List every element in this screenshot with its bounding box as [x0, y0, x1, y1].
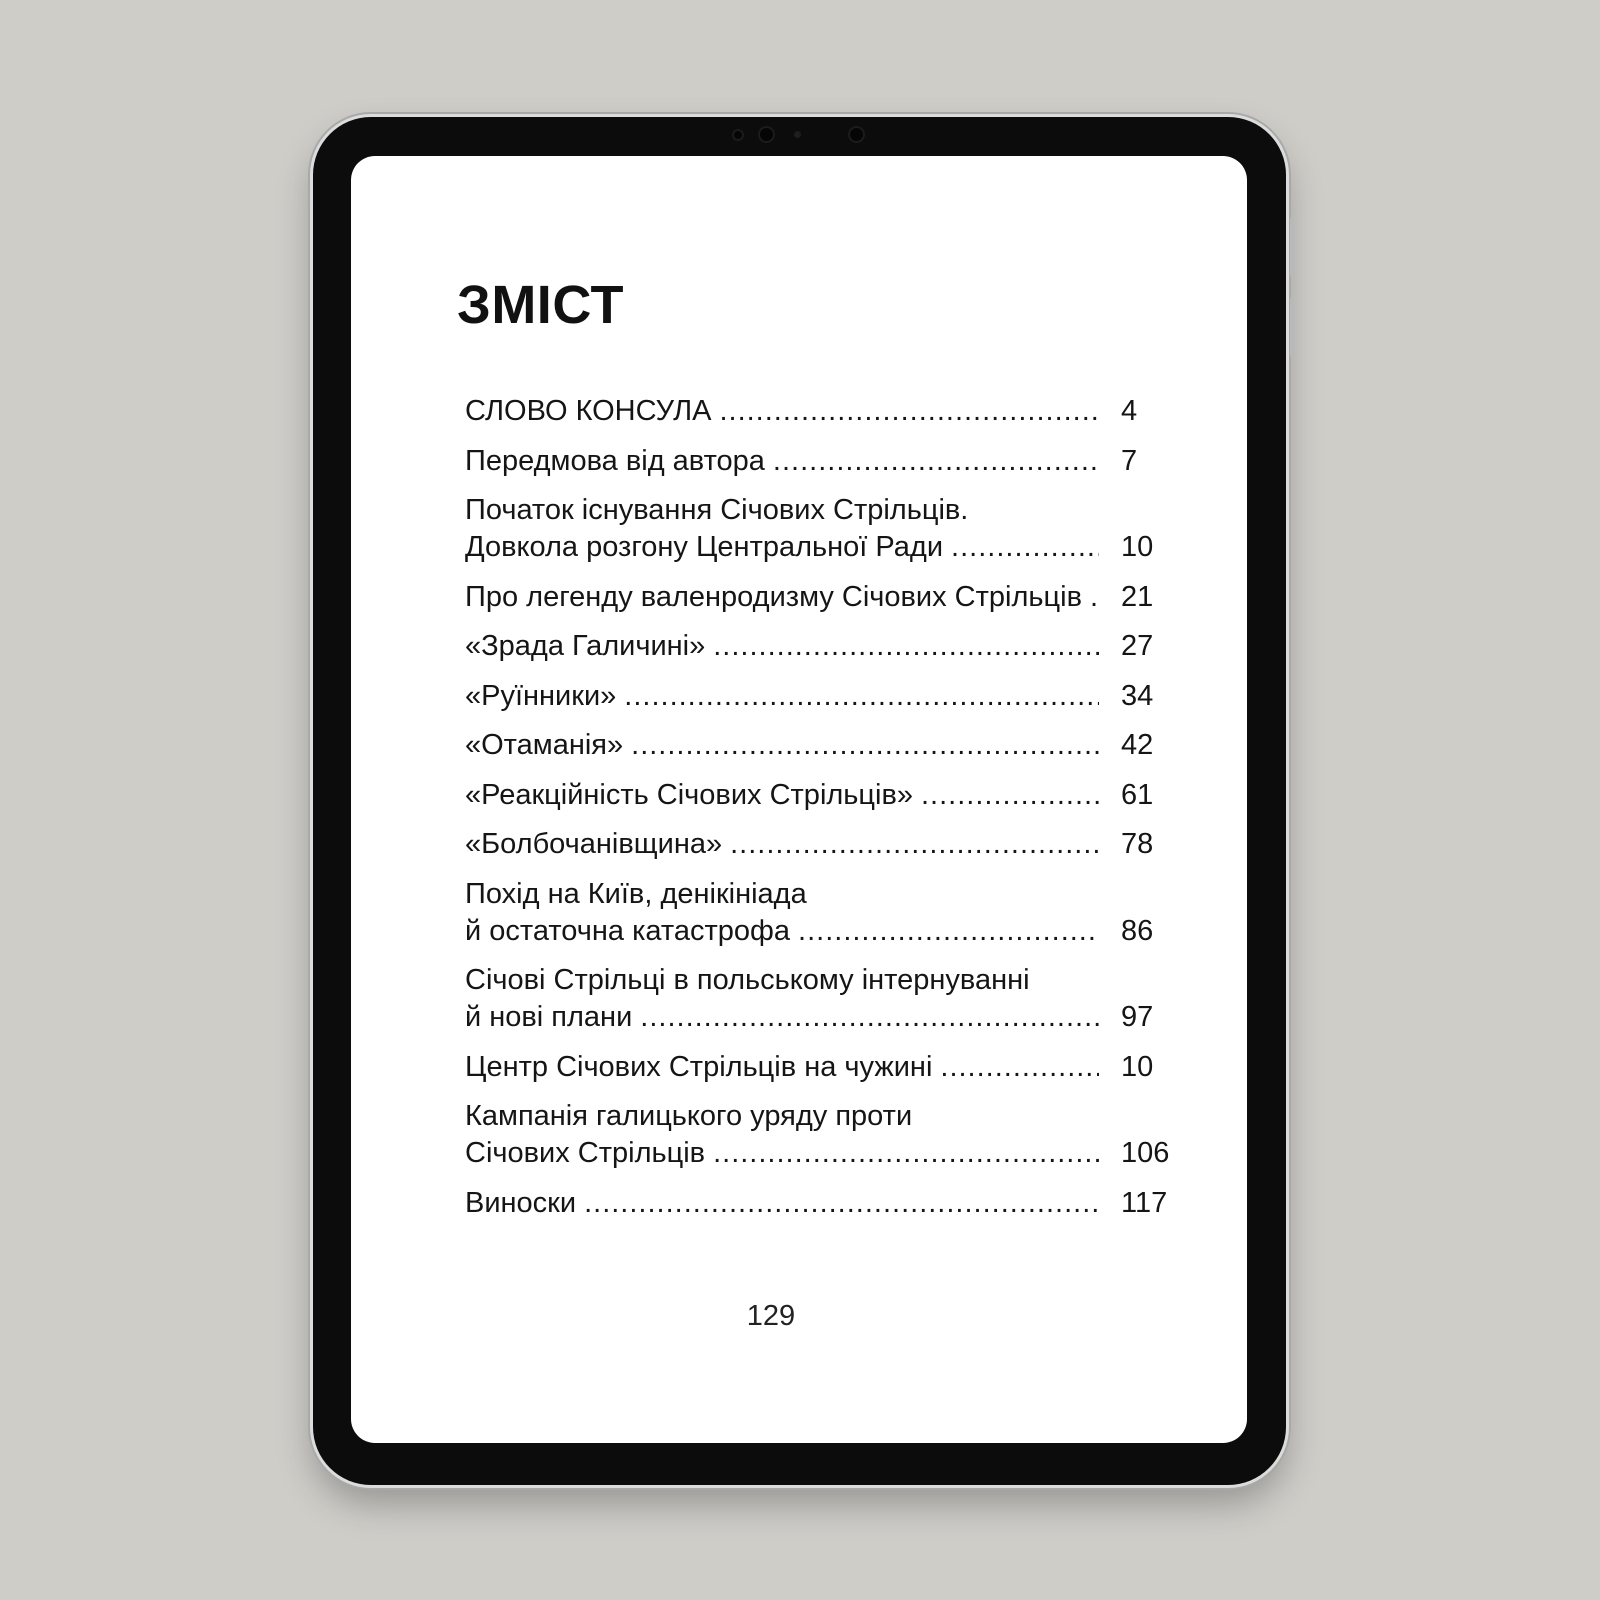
toc-entry[interactable]	[465, 628, 1175, 665]
toc-entry-title	[465, 777, 1105, 814]
dot-leader	[719, 393, 1099, 430]
toc-entry-line: «Руїнники»	[465, 679, 617, 712]
toc-entry-page: 61	[1121, 778, 1154, 811]
dot-leader	[631, 727, 1099, 764]
camera-icon	[758, 126, 775, 143]
toc-entry-line: СЛОВО КОНСУЛА	[465, 395, 712, 427]
toc-entry-title	[465, 579, 1105, 616]
toc-entry[interactable]	[465, 443, 1175, 480]
toc-entry-page: 27	[1121, 630, 1154, 662]
toc-entry-page: 4	[1121, 395, 1138, 427]
page-number: 129	[746, 1300, 796, 1332]
toc-entry-title	[465, 1185, 1105, 1222]
toc-entry[interactable]	[465, 579, 1175, 616]
toc-entry[interactable]	[465, 777, 1175, 814]
toc-entry-title	[465, 492, 1105, 566]
dot-leader	[921, 777, 1099, 814]
toc-entry-page: 10	[1121, 531, 1154, 563]
toc-entry-line: Про легенду валенродизму Січових Стрільців	[465, 580, 1082, 613]
toc-entry-line: «Болбочанівщина»	[465, 828, 723, 860]
toc-entry-line: Довкола розгону Центральної Ради	[465, 531, 944, 563]
toc-entry-page: 86	[1121, 914, 1154, 947]
dot-leader	[713, 628, 1099, 665]
sensor-icon	[732, 129, 744, 141]
toc-entry[interactable]	[465, 826, 1175, 863]
toc-entry-line: Передмова від автора	[465, 444, 765, 477]
dot-leader	[951, 529, 1099, 566]
toc-entry-page: 106	[1121, 1137, 1170, 1169]
dot-leader	[713, 1135, 1099, 1172]
page-title: ЗМІСТ	[457, 275, 624, 335]
volume-down-button	[1290, 297, 1295, 357]
toc-entry[interactable]	[465, 876, 1175, 950]
toc-entry[interactable]	[465, 492, 1175, 566]
toc-entry-page: 7	[1121, 444, 1138, 477]
dot-leader	[584, 1185, 1099, 1222]
toc-entry-line: «Отаманія»	[465, 729, 624, 761]
volume-up-button	[1290, 217, 1295, 277]
toc-entry-title	[465, 678, 1105, 715]
toc-entry-title	[465, 1049, 1105, 1086]
toc-entry[interactable]	[465, 1185, 1175, 1222]
toc-entry-title	[465, 826, 1105, 863]
toc-entry-line: Виноски	[465, 1186, 577, 1219]
dot-leader	[940, 1049, 1099, 1086]
toc-entry[interactable]	[465, 1049, 1175, 1086]
toc-entry-line: Центр Січових Стрільців на чужині	[465, 1050, 933, 1083]
dot-leader	[798, 913, 1099, 950]
toc-entry-title	[465, 962, 1105, 1036]
toc-entry[interactable]	[465, 1098, 1175, 1172]
toc-entry-page: 78	[1121, 828, 1154, 860]
toc-entry-title	[465, 727, 1105, 764]
toc-entry-line: «Зрада Галичині»	[465, 630, 706, 662]
toc-entry-line: Січових Стрільців	[465, 1137, 706, 1169]
toc-entry[interactable]	[465, 727, 1175, 764]
toc-entry-page: 97	[1121, 1001, 1154, 1033]
toc-entry-line: «Реакційність Січових Стрільців»	[465, 778, 913, 811]
toc-entry[interactable]	[465, 678, 1175, 715]
toc-entry-title	[465, 628, 1105, 665]
toc-entry-line: й нові плани	[465, 1001, 633, 1033]
camera-bar	[313, 117, 1286, 157]
toc-entry-page: 42	[1121, 729, 1154, 761]
front-camera-icon	[848, 126, 865, 143]
table-of-contents	[465, 393, 1175, 1234]
toc-entry-title	[465, 1098, 1105, 1172]
toc-entry-title	[465, 393, 1105, 430]
toc-entry-line: Початок існування Січових Стрільців.	[465, 494, 969, 526]
toc-entry-page: 21	[1121, 580, 1154, 613]
tablet-device	[313, 117, 1286, 1485]
toc-entry-line: Кампанія галицького уряду проти	[465, 1100, 913, 1132]
toc-entry[interactable]	[465, 962, 1175, 1036]
dot-leader	[730, 826, 1099, 863]
dot-leader	[640, 999, 1099, 1036]
light-sensor-icon	[794, 131, 801, 138]
toc-entry[interactable]	[465, 393, 1175, 430]
dot-leader	[624, 678, 1099, 715]
dot-leader	[773, 443, 1099, 480]
toc-entry-line: Січові Стрільці в польському інтернуванні	[465, 964, 1030, 996]
toc-entry-title	[465, 443, 1105, 480]
toc-entry-line: й остаточна катастрофа	[465, 914, 791, 947]
toc-entry-page: 34	[1121, 679, 1154, 712]
ebook-page	[351, 156, 1247, 1443]
toc-entry-page: 117	[1121, 1186, 1168, 1219]
toc-entry-line: Похід на Київ, денікініада	[465, 877, 807, 910]
dot-leader	[1090, 579, 1099, 616]
toc-entry-page: 10	[1121, 1050, 1154, 1083]
toc-entry-title	[465, 876, 1105, 950]
